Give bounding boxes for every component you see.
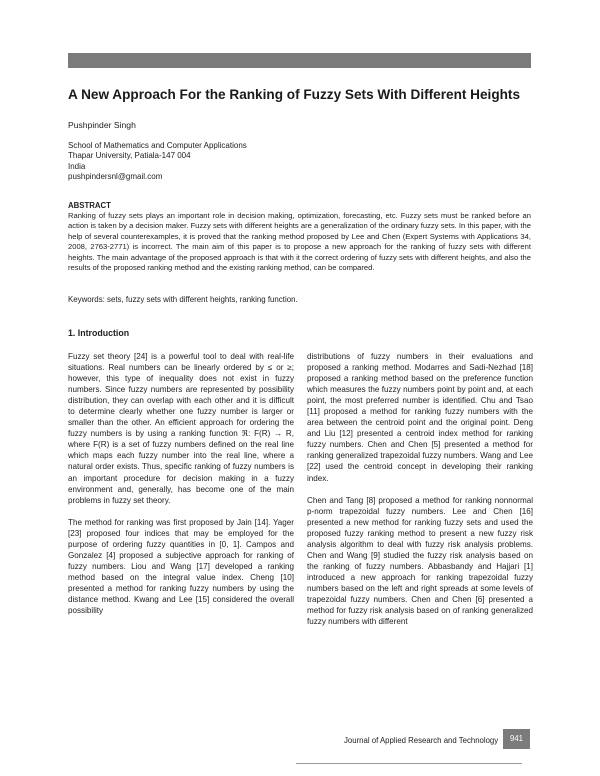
paragraph: Chen and Tang [8] proposed a method for ranking nonnormal p-norm trapezoidal fuzzy numbers. Lee and Chen [16] presented a new method for ranking fuzzy sets and used the proposed fuzzy ranking method to present a new fuzzy risk analysis algorithm to deal with fuzzy risk analysis problems. Chen and Wang [9] studied the fuzzy risk analysis based on the ranking of fuzzy numbers. Abbasbandy and Hajjari [1] introduced a new approach for ranking trapezoidal fuzzy numbers based on the left and right spreads at some levels of trapezoidal fuzzy numbers. Chen and Chen [6] presented a method for fuzzy risk analysis based on of ranking generalized fuzzy numbers with different [307,495,533,627]
abstract-heading: ABSTRACT [68,201,111,210]
keywords: Keywords: sets, fuzzy sets with different heights, ranking function. [68,295,298,304]
affiliation-email[interactable]: pushpindersnl@gmail.com [68,172,163,182]
affiliation-school: School of Mathematics and Computer Applications [68,141,247,150]
left-column [68,351,294,627]
journal-name: Journal of Applied Research and Technology [344,736,499,745]
page-number: 941 [503,729,530,749]
header-bar [68,53,531,68]
paragraph: Fuzzy set theory [24] is a powerful tool to deal with real-life situations. Real numbers can be linearly ordered by ≤ or ≥; however, this type of inequality does not exist in fuzzy numbers. Since fuzzy numbers are represented by possibility distribution, they can overlap with each other and it is difficult to determine clearly whether one fuzzy number is larger or smaller than the other. An efficient approach for ordering the fuzzy numbers is by using a ranking function ℜ: F(R) → R, where F(R) is a set of fuzzy numbers defined on the real line which maps each fuzzy number into the real line, where a natural order exists. Thus, specific ranking of fuzzy numbers is an important procedure for decision making in a fuzzy environment and, generally, has become one of the main problems in fuzzy set theory. [68,352,294,505]
footer-divider [296,763,522,764]
abstract-text: Ranking of fuzzy sets plays an important role in decision making, optimization, forecasting, etc. Fuzzy sets must be ranked before an action is taken by a decision maker. Fuzzy sets with different heights are a generalization of the ordinary fuzzy sets. In this paper, with the help of several counterexamples, it is proved that the ranking method proposed by Lee and Chen (Expert Systems with Applications 34, 2008, 2763-2771) is incorrect. The main aim of this paper is to propose a new approach for the ranking of fuzzy sets with different heights. The main advantage of the proposed approach is that with it the correct ordering of fuzzy sets with different heights, and also the results of the proposed ranking method and the existing ranking method, can be compared. [68,211,531,273]
affiliation-university: Thapar University, Patiala-147 004 [68,151,191,161]
section-heading: 1. Introduction [68,328,130,338]
right-column [307,351,533,638]
affiliation-country: India [68,161,86,171]
paragraph: distributions of fuzzy numbers in their evaluations and proposed a ranking method. Modarres and Sadi-Nezhad [18] proposed a ranking method based on the preference function which measures the fuzzy numbers point by point and, at each point, the most preferred number is identified. Chu and Tsao [11] proposed a method for ranking fuzzy numbers with the area between the centroid point and the original point. Deng and Liu [12] presented a centroid index method for ranking fuzzy numbers. Chen and Chen [5] presented a method for ranking generalized trapezoidal fuzzy numbers. Wang and Lee [22] used the centroid concept in developing their ranking index. [307,352,533,483]
paragraph: The method for ranking was first proposed by Jain [14]. Yager [23] proposed four indices that may be employed for the purpose of ordering fuzzy quantities in [0, 1]. Campos and Gonzalez [4] proposed a subjective approach for ranking of fuzzy numbers. Liou and Wang [17] developed a ranking method based on the integral value index. Cheng [10] presented a method for ranking fuzzy numbers by using the distance method. Kwang and Lee [15] considered the overall possibility [68,517,294,616]
author-name: Pushpinder Singh [68,120,136,130]
affiliation-block [68,141,247,183]
paper-title: A New Approach For the Ranking of Fuzzy Sets With Different Heights [68,87,521,102]
